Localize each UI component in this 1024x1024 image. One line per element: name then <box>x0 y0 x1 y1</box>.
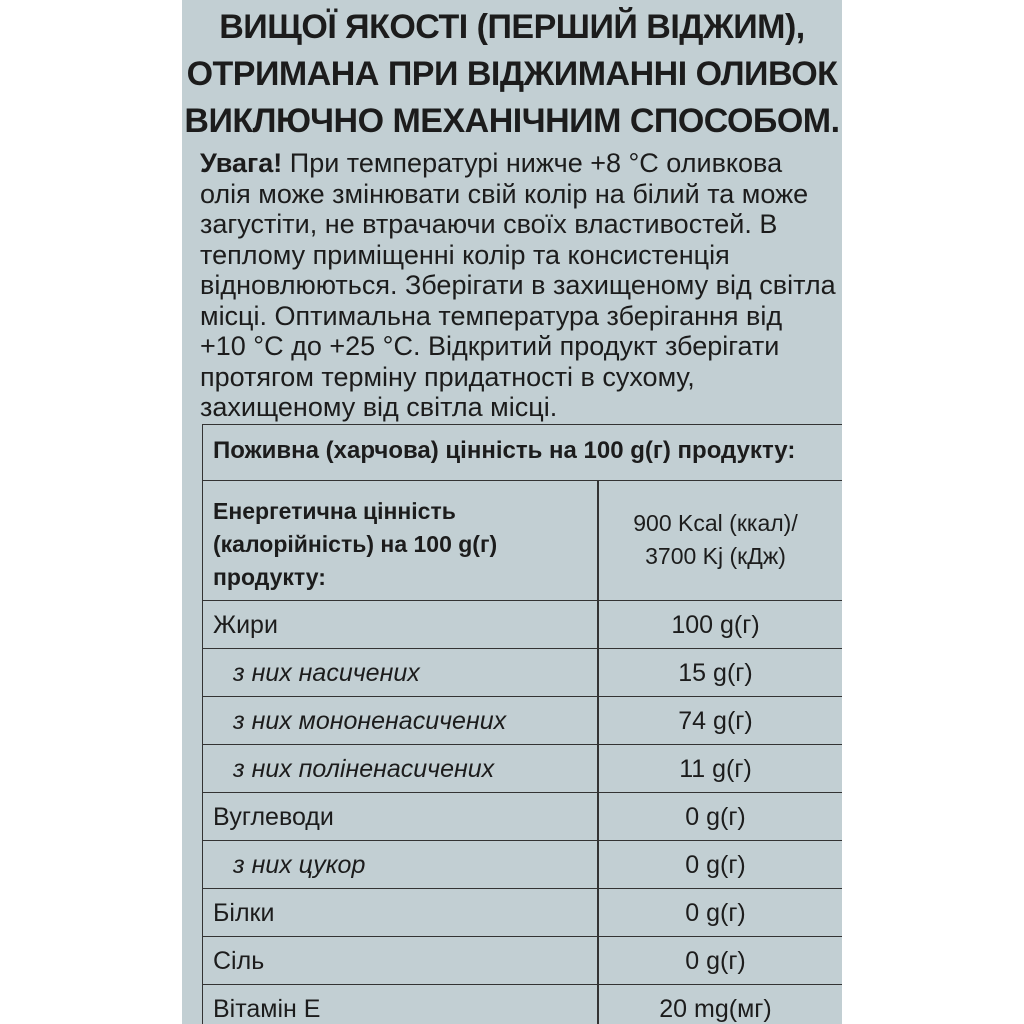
table-row <box>203 601 842 649</box>
nutrient-value: 0 g(г) <box>685 899 746 927</box>
table-row <box>203 937 842 985</box>
table-row <box>203 649 842 697</box>
warning-line: +10 °С до +25 °С. Відкритий продукт зберігати <box>200 331 780 361</box>
nutrition-table <box>202 424 842 1024</box>
nutrient-name: Білки <box>213 899 275 927</box>
nutrition-header: Поживна (харчова) цінність на 100 g(г) продукту: <box>213 437 796 464</box>
warning-line: протягом терміну придатності в сухому, <box>200 361 695 392</box>
table-row <box>203 697 842 745</box>
storage-warning <box>200 148 842 423</box>
nutrient-name: Сіль <box>213 947 265 975</box>
energy-row <box>203 481 842 601</box>
table-row <box>203 985 842 1024</box>
product-label <box>182 0 842 1024</box>
table-row <box>203 841 842 889</box>
warning-line: захищеному від світла місці. <box>200 392 558 422</box>
nutrient-value: 11 g(г) <box>679 755 752 783</box>
nutrient-name: з них насичених <box>233 659 420 687</box>
headline-line-3: ВИКЛЮЧНО МЕХАНІЧНИМ СПОСОБОМ. <box>184 102 840 140</box>
warning-line: теплому приміщенні колір та консистенція <box>200 239 730 270</box>
nutrient-name: Вітамін Е <box>213 995 321 1023</box>
energy-label: Енергетична цінність (калорійність) на 100 g(г) продукту: <box>213 498 498 590</box>
nutrient-value: 0 g(г) <box>685 851 746 879</box>
warning-label: Увага! <box>200 148 283 178</box>
nutrient-value: 0 g(г) <box>685 803 746 831</box>
table-row <box>203 889 842 937</box>
nutrient-value: 74 g(г) <box>678 707 753 735</box>
nutrition-header-row <box>203 425 842 481</box>
warning-line: Увага! При температурі нижче +8 °С оливкова <box>200 148 783 178</box>
table-row <box>203 793 842 841</box>
nutrient-name: Вуглеводи <box>213 803 334 831</box>
warning-line: олія може змінювати свій колір на білий та може <box>200 178 809 209</box>
nutrient-name: з них поліненасичених <box>233 755 495 783</box>
nutrient-value: 100 g(г) <box>671 611 760 639</box>
nutrient-value: 20 mg(мг) <box>659 995 772 1023</box>
warning-line: відновлюються. Зберігати в захищеному від світла <box>200 270 836 300</box>
energy-value: 900 Kcal (ккал)/ 3700 Kj (кДж) <box>633 510 798 569</box>
warning-line: загустіти, не втрачаючи своїх властивостей. В <box>200 209 778 239</box>
table-row <box>203 745 842 793</box>
nutrient-value: 15 g(г) <box>678 659 753 687</box>
nutrient-name: Жири <box>213 611 278 639</box>
nutrient-name: з них мононенасичених <box>233 707 507 735</box>
warning-line: місці. Оптимальна температура зберігання від <box>200 300 783 331</box>
nutrient-name: з них цукор <box>233 851 366 879</box>
headline-line-1: ВИЩОЇ ЯКОСТІ (ПЕРШИЙ ВІДЖИМ), <box>219 8 805 46</box>
headline-line-2: ОТРИМАНА ПРИ ВІДЖИМАННІ ОЛИВОК <box>186 55 838 93</box>
nutrient-value: 0 g(г) <box>685 947 746 975</box>
